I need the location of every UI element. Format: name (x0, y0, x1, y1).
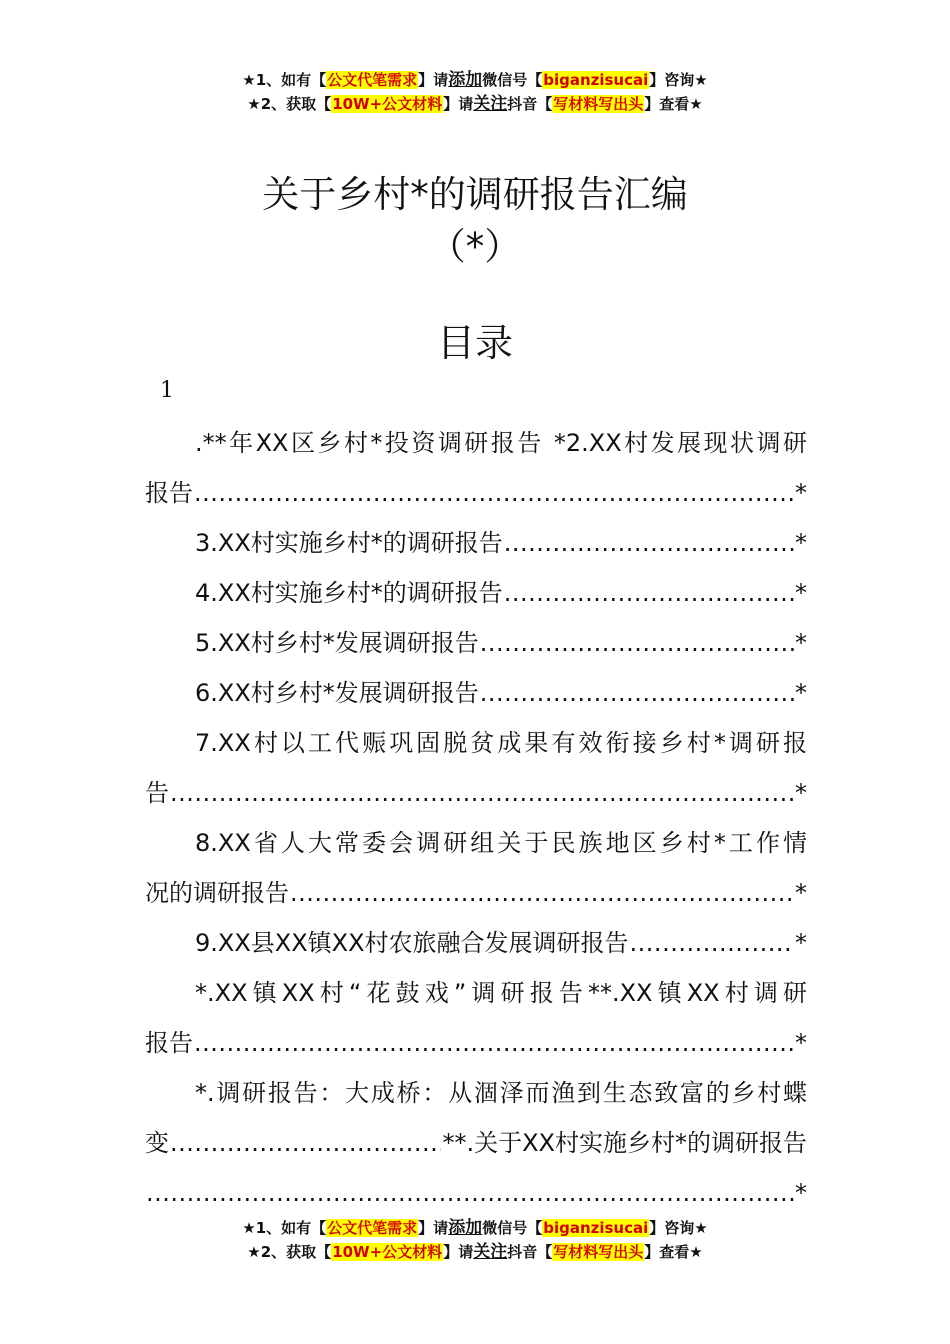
wechat-id: biganzisucai (543, 1219, 649, 1237)
toc-page-number: * (795, 679, 807, 707)
banner-line-2 (0, 1240, 950, 1264)
toc-entry (145, 718, 807, 768)
header-banner (0, 68, 950, 116)
banner-emphasis: 关注 (473, 94, 508, 114)
toc-entry (145, 1018, 807, 1068)
toc-leader-dots (146, 1168, 794, 1218)
toc-entry (145, 468, 807, 518)
banner-text: ★2、获取【 (247, 95, 332, 113)
table-of-contents (145, 418, 807, 1218)
toc-entry-text: 报告 (145, 1029, 193, 1057)
banner-text: ★2、获取【 (247, 1243, 332, 1261)
toc-entry-text: 7.XX村以工代赈巩固脱贫成果有效衔接乡村*调研报 (195, 729, 807, 757)
banner-text: 微信号【 (482, 1219, 543, 1237)
banner-text: 】请 (443, 95, 474, 113)
page-number: 1 (160, 378, 174, 403)
footer-banner (0, 1216, 950, 1264)
banner-line-1 (0, 68, 950, 92)
banner-text: 抖音【 (507, 95, 553, 113)
wechat-id: biganzisucai (543, 71, 649, 89)
banner-highlight: 公文代笔需求 (327, 1219, 418, 1237)
banner-emphasis: 关注 (473, 1242, 508, 1262)
banner-text: 】请 (443, 1243, 474, 1261)
toc-page-number: * (795, 629, 807, 657)
toc-entry (145, 668, 807, 718)
toc-page-number: * (795, 929, 807, 957)
banner-highlight: 10W+公文材料 (332, 1243, 443, 1261)
toc-entry-text: 8.XX省人大常委会调研组关于民族地区乡村*工作情 (195, 829, 807, 857)
banner-emphasis: 添加 (448, 1218, 483, 1238)
toc-entry-text: 6.XX村乡村*发展调研报告 (195, 679, 479, 707)
toc-entry (145, 1068, 807, 1118)
toc-entry-text: 报告 (145, 479, 193, 507)
banner-text: 】查看★ (644, 95, 703, 113)
toc-entry (145, 418, 807, 468)
toc-leader-dots (480, 618, 794, 668)
toc-leader-dots (170, 768, 794, 818)
toc-leader-dots (504, 518, 794, 568)
toc-heading: 目录 (436, 321, 513, 365)
toc-leader-dots (504, 568, 794, 618)
toc-leader-dots (170, 1118, 441, 1168)
toc-entry-text: 况的调研报告 (145, 879, 289, 907)
toc-entry (145, 968, 807, 1018)
toc-page-number: * (795, 479, 807, 507)
toc-entry-text: 3.XX村实施乡村*的调研报告 (195, 529, 503, 557)
toc-entry (145, 568, 807, 618)
toc-entry-text: *.XX镇XX村“花鼓戏”调研报告**.XX镇XX村调研 (195, 979, 807, 1007)
banner-line-2 (0, 92, 950, 116)
toc-entry-text: *.调研报告：大成桥：从涸泽而渔到生态致富的乡村蝶 (195, 1079, 807, 1107)
banner-text: 抖音【 (507, 1243, 553, 1261)
banner-emphasis: 添加 (448, 70, 483, 90)
toc-entry-text: 变 (145, 1129, 169, 1157)
banner-text: 】请 (418, 71, 449, 89)
toc-leader-dots (630, 918, 794, 968)
toc-entry (145, 818, 807, 868)
toc-entry-text: 4.XX村实施乡村*的调研报告 (195, 579, 503, 607)
toc-entry-text: 9.XX县XX镇XX村农旅融合发展调研报告 (195, 929, 629, 957)
toc-entry (145, 618, 807, 668)
toc-entry-text: **.关于XX村实施乡村*的调研报告 (442, 1129, 807, 1157)
douyin-account: 写材料写出头 (553, 95, 644, 113)
toc-page-number: * (795, 879, 807, 907)
banner-text: ★1、如有【 (242, 71, 327, 89)
toc-leader-dots (290, 868, 794, 918)
toc-entry-text: 告 (145, 779, 169, 807)
banner-text: 】咨询★ (649, 71, 708, 89)
toc-page-number: * (795, 529, 807, 557)
toc-entry (145, 518, 807, 568)
toc-entry (145, 768, 807, 818)
toc-leader-dots (194, 1018, 794, 1068)
toc-entry-text: 5.XX村乡村*发展调研报告 (195, 629, 479, 657)
document-title: 关于乡村*的调研报告汇编 (262, 173, 688, 216)
banner-text: 】咨询★ (649, 1219, 708, 1237)
banner-line-1 (0, 1216, 950, 1240)
toc-entry (145, 868, 807, 918)
banner-text: 】请 (418, 1219, 449, 1237)
banner-text: 】查看★ (644, 1243, 703, 1261)
toc-leader-dots (194, 468, 794, 518)
toc-page-number: * (795, 579, 807, 607)
douyin-account: 写材料写出头 (553, 1243, 644, 1261)
toc-entry (145, 1168, 807, 1218)
banner-highlight: 公文代笔需求 (327, 71, 418, 89)
toc-page-number: * (795, 1029, 807, 1057)
toc-entry-text: .**年XX区乡村*投资调研报告 *2.XX村发展现状调研 (195, 429, 807, 457)
document-subtitle: （*） (428, 225, 522, 268)
toc-page-number: * (795, 1179, 807, 1207)
toc-leader-dots (480, 668, 794, 718)
toc-page-number: * (795, 779, 807, 807)
banner-highlight: 10W+公文材料 (332, 95, 443, 113)
toc-entry (145, 918, 807, 968)
banner-text: ★1、如有【 (242, 1219, 327, 1237)
banner-text: 微信号【 (482, 71, 543, 89)
toc-entry (145, 1118, 807, 1168)
